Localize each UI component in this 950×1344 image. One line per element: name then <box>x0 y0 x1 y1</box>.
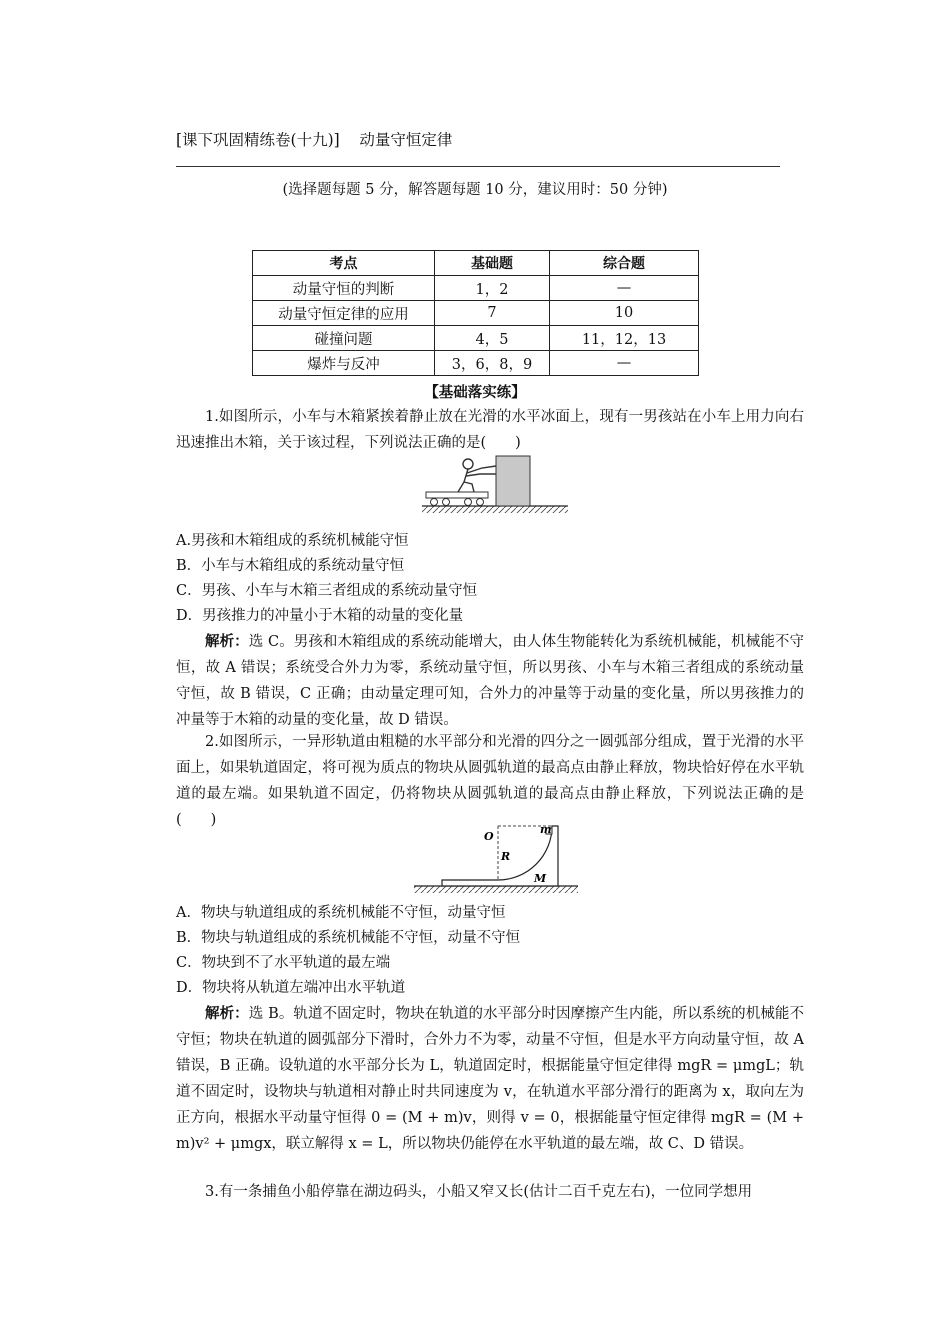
q2-option-c: C．物块到不了水平轨道的最左端 <box>176 955 391 971</box>
q1-option-c: C．男孩、小车与木箱三者组成的系统动量守恒 <box>176 583 478 599</box>
table-cell: 3，6，8，9 <box>435 351 550 376</box>
cart-wheel <box>443 499 450 506</box>
label-big-m: M <box>534 872 547 885</box>
q2-option-d: D．物块将从轨道左端冲出水平轨道 <box>176 980 406 996</box>
table-cell: 10 <box>550 301 699 326</box>
table-cell: — <box>550 276 699 301</box>
table-row <box>253 326 699 351</box>
q2-analysis <box>176 1001 804 1157</box>
section-title: 【基础落实练】 <box>424 385 526 401</box>
q1-analysis-text: 选 C。男孩和木箱组成的系统动能增大，由人体生物能转化为系统机械能，机械能不守恒，故 A 错误；系统受合外力为零，系统动量守恒，所以男孩、小车与木箱三者组成的系统动量守恒，故 B 错误，C 正确；由动量定理可知，合外力的冲量等于动量的变化量，所以男孩推力的冲量等于木箱的动量的变化量，故 D 错误。 <box>176 634 805 728</box>
table-cell: 动量守恒定律的应用 <box>253 301 435 326</box>
table-cell: 碰撞问题 <box>253 326 435 351</box>
q2-analysis-text: 选 B。轨道不固定时，物块在轨道的水平部分时因摩擦产生内能，所以系统的机械能不守恒；物块在轨道的圆弧部分下滑时，合外力不为零，动量不守恒，但是水平方向动量守恒，故 A 错误，B 正确。设轨道的水平部分长为 L，轨道固定时，根据能量守恒定律得 mgR = μmgL；轨道不固定时，设物块与轨道相对静止时共同速度为 v，在轨道水平部分滑行的距离为 x，取向左为正方向，根据水平动量守恒得 0 = (M + m)v，则得 v = 0，根据能量守恒定律得 mgR = (M + m)v² + μmgx，联立解得 x = L，所以物块仍能停在水平轨道的最左端，故 C、D 错误。 <box>176 1006 805 1152</box>
cart-wheel <box>431 499 438 506</box>
q1-option-d: D．男孩推力的冲量小于木箱的动量的变化量 <box>176 608 464 624</box>
table-cell: 爆炸与反冲 <box>253 351 435 376</box>
table-cell: 1，2 <box>435 276 550 301</box>
ground-hatch <box>414 886 578 893</box>
title-divider <box>176 166 780 167</box>
cart-wheel <box>477 499 484 506</box>
table-header: 基础题 <box>435 251 550 276</box>
label-r: R <box>501 850 511 863</box>
topic-table <box>252 250 699 376</box>
label-m: m <box>540 824 552 836</box>
cart-wheel <box>465 499 472 506</box>
q1-option-a: A.男孩和木箱组成的系统机械能守恒 <box>176 533 409 549</box>
table-header-row <box>253 251 699 276</box>
ground-hatch <box>422 506 568 513</box>
analysis-label: 解析： <box>205 1006 249 1022</box>
table-cell: 4，5 <box>435 326 550 351</box>
table-cell: 动量守恒的判断 <box>253 276 435 301</box>
analysis-label: 解析： <box>205 634 249 650</box>
q1-option-b: B．小车与木箱组成的系统动量守恒 <box>176 558 405 574</box>
wooden-box <box>496 456 530 506</box>
label-o: O <box>484 830 494 843</box>
q1-analysis <box>176 629 804 733</box>
table-row <box>253 276 699 301</box>
cart-box-figure <box>420 454 572 520</box>
table-cell: 7 <box>435 301 550 326</box>
table-row <box>253 301 699 326</box>
table-cell: — <box>550 351 699 376</box>
table-header: 考点 <box>253 251 435 276</box>
table-row <box>253 351 699 376</box>
table-header: 综合题 <box>550 251 699 276</box>
question-2-stem: 2.如图所示，一异形轨道由粗糙的水平部分和光滑的四分之一圆弧部分组成，置于光滑的水平面上，如果轨道固定，将可视为质点的物块从圆弧轨道的最高点由静止释放，物块恰好停在水平轨道的最左端。如果轨道不固定，仍将物块从圆弧轨道的最高点由静止释放，下列说法正确的是( ) <box>176 734 804 828</box>
boy-figure <box>458 459 496 492</box>
track-figure <box>412 824 580 896</box>
cart-body <box>426 492 488 498</box>
table-cell: 11，12，13 <box>550 326 699 351</box>
question-3-stem: 3.有一条捕鱼小船停靠在湖边码头，小船又窄又长(估计二百千克左右)，一位同学想用 <box>205 1184 753 1200</box>
scoring-note: (选择题每题 5 分，解答题每题 10 分，建议用时：50 分钟) <box>282 182 668 198</box>
q2-option-b: B．物块与轨道组成的系统机械能不守恒，动量不守恒 <box>176 930 521 946</box>
question-1-stem: 1.如图所示，小车与木箱紧挨着静止放在光滑的水平冰面上，现有一男孩站在小车上用力向右迅速推出木箱，关于该过程，下列说法正确的是( ) <box>176 409 804 451</box>
q2-option-a: A．物块与轨道组成的系统机械能不守恒，动量守恒 <box>176 905 506 921</box>
page-title: [课下巩固精练卷(十九)] 动量守恒定律 <box>176 131 453 149</box>
